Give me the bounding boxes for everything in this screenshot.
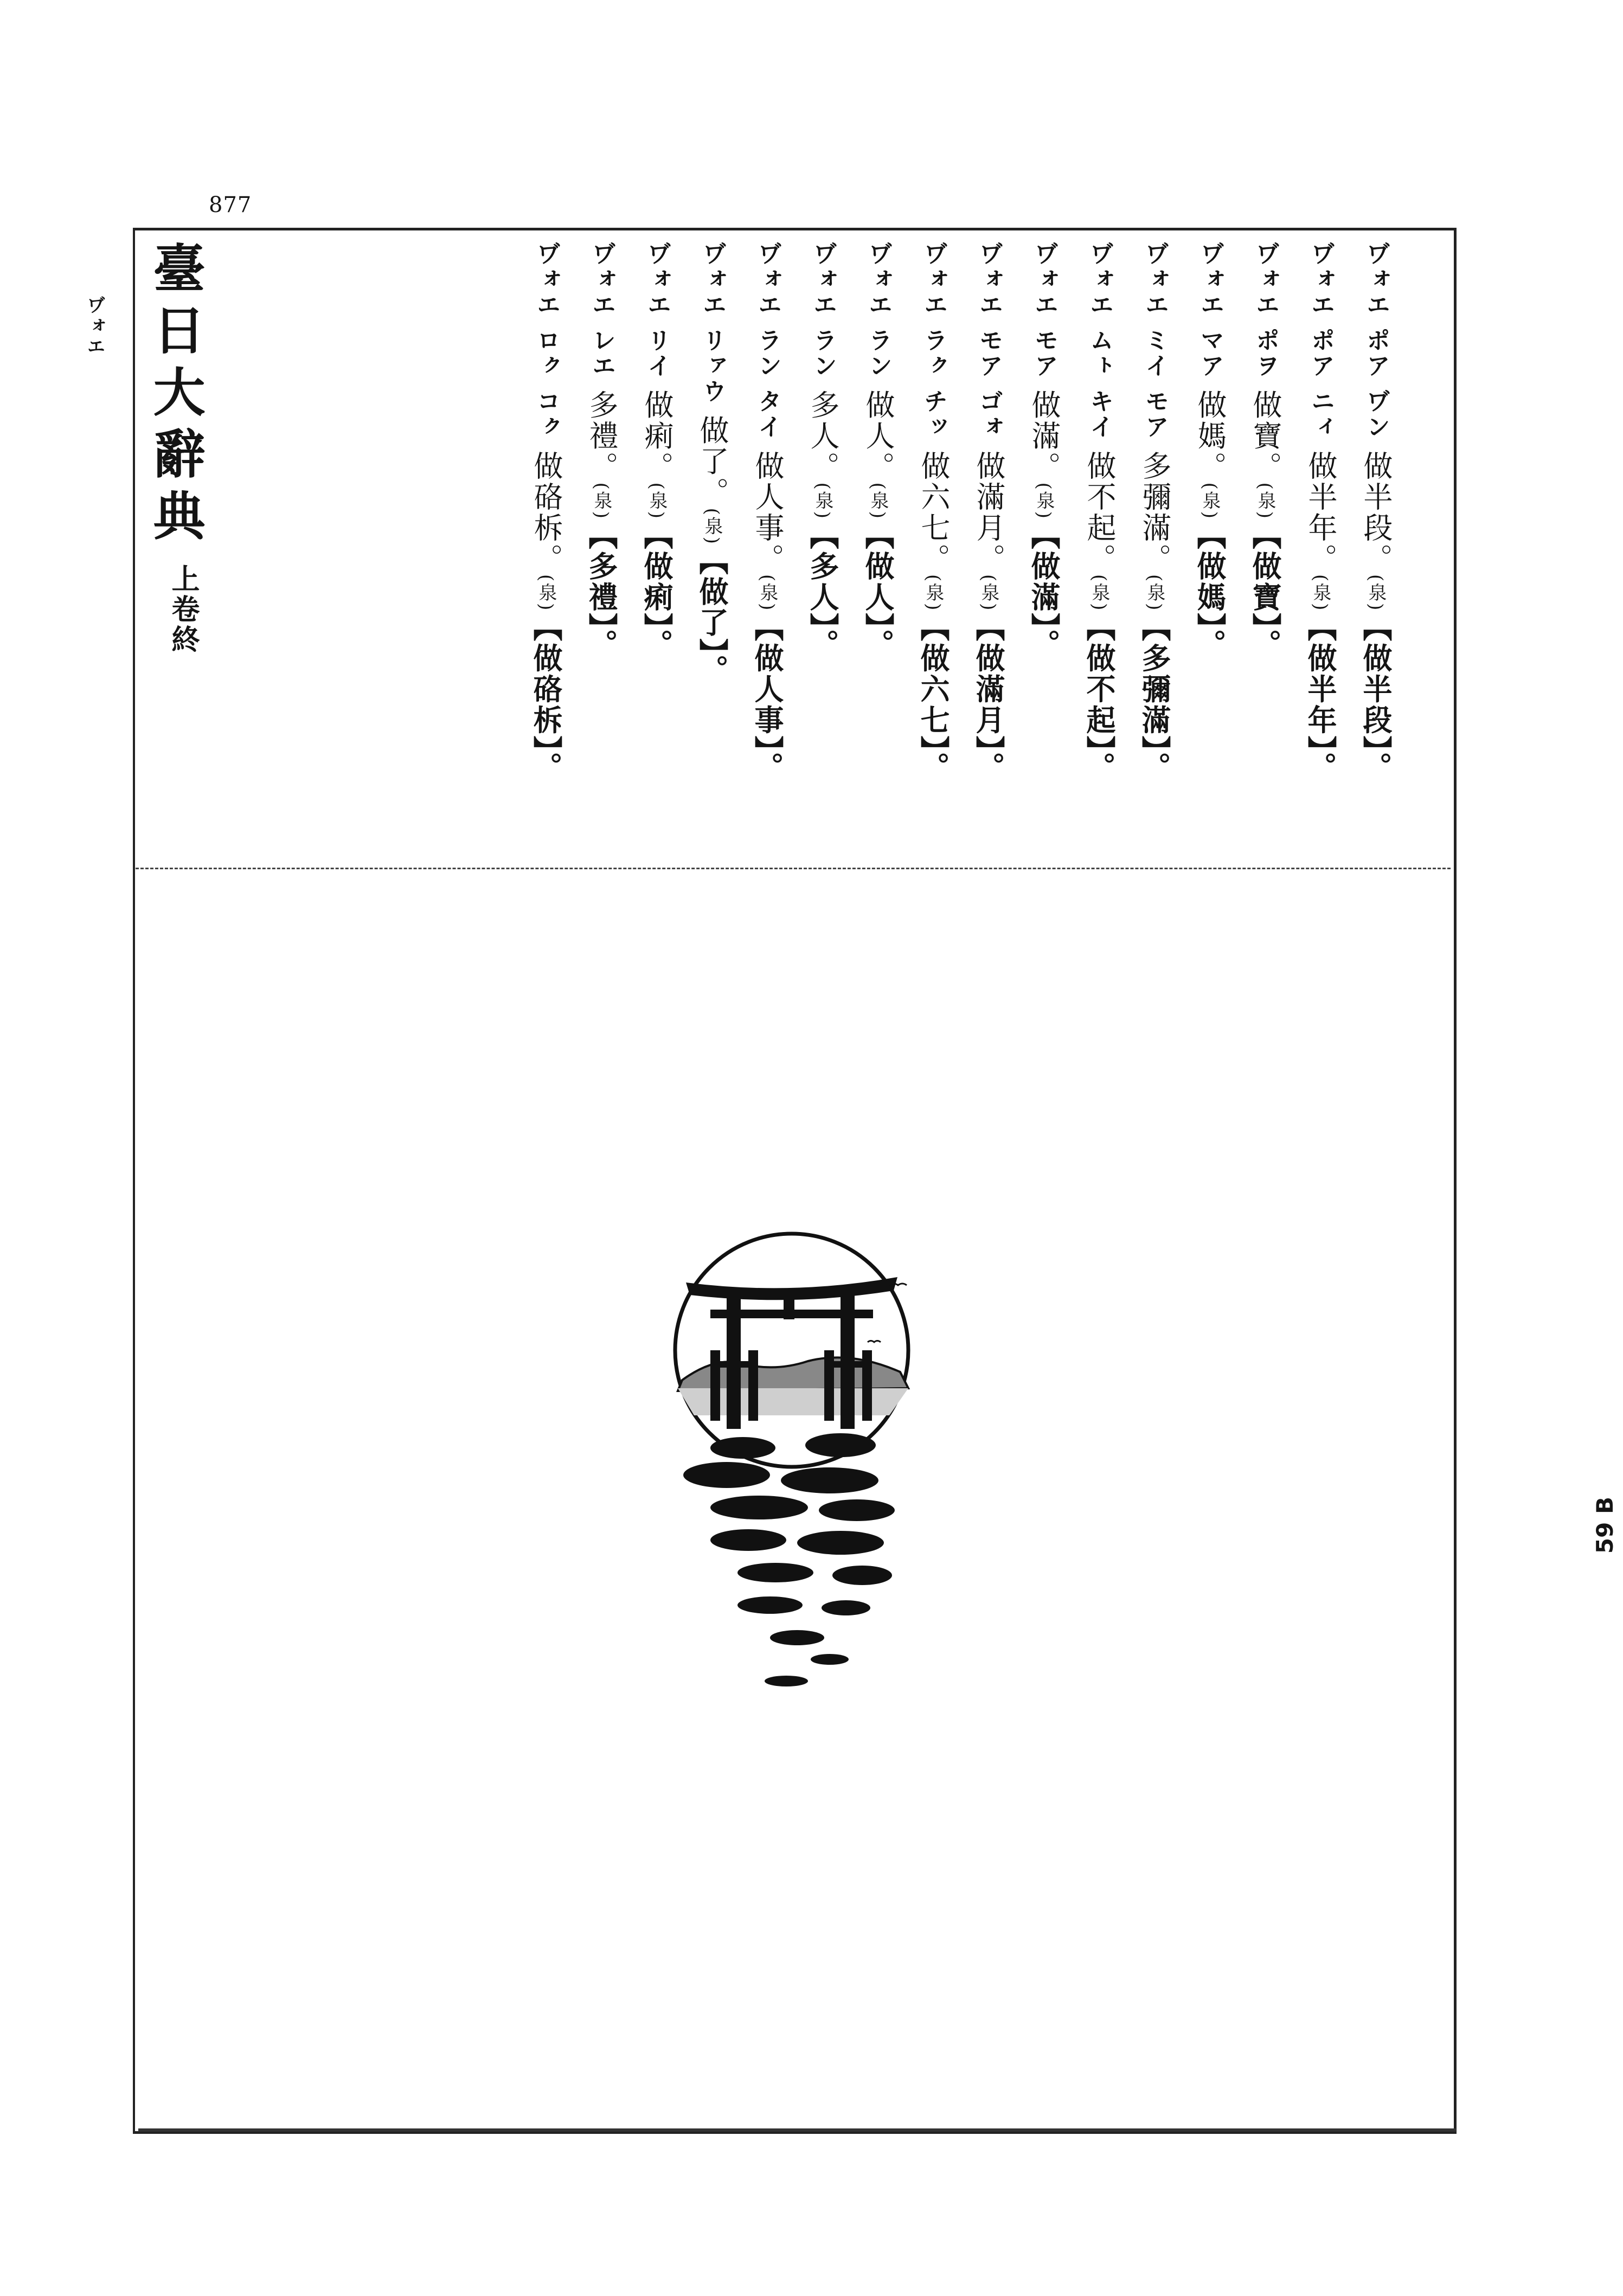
entry-reading: ヷォエ ラン	[864, 241, 892, 379]
dictionary-entry	[584, 241, 619, 762]
dictionary-entry	[529, 241, 563, 783]
dictionary-entry	[639, 241, 674, 762]
entry-headword: 做了。	[695, 415, 729, 508]
entry-headword: 多彌滿。	[1138, 450, 1172, 574]
entry-reading: ヷォエ ラㇰ チッ	[920, 241, 947, 440]
dictionary-entry	[1027, 241, 1061, 762]
entry-reading: ヷォエ ラン	[809, 241, 837, 379]
entry-headword: 做不起。	[1082, 450, 1117, 574]
section-divider	[136, 868, 1451, 869]
entry-headword: 多人。	[806, 389, 840, 483]
entry-reading: ヷォエ ポア ヷン	[1362, 241, 1390, 440]
torii-left-support-2	[748, 1350, 758, 1421]
torii-right-support	[824, 1350, 834, 1421]
entry-variant: 【做痢】。	[639, 520, 674, 660]
dictionary-entries	[529, 241, 1393, 783]
entry-reading: ヷォエ ロㇰ コㇰ	[533, 241, 560, 440]
entry-source: (泉)	[701, 508, 723, 546]
torii-center-post	[784, 1295, 794, 1319]
dictionary-entry	[1358, 241, 1393, 783]
entry-reading: ヷォエ ポア ニィ	[1307, 241, 1335, 440]
entry-variant: 【做滿月】。	[971, 612, 1006, 783]
entry-headword: 做六七。	[916, 450, 951, 574]
dictionary-entry	[971, 241, 1006, 783]
entry-source: (泉)	[1199, 482, 1221, 521]
margin-heading: ヷォエ	[84, 296, 105, 357]
entry-reading: ヷォエ モア ゴォ	[975, 241, 1003, 440]
entry-source: (泉)	[646, 482, 668, 521]
dictionary-entry	[1082, 241, 1117, 783]
entry-source: (泉)	[1033, 482, 1055, 521]
entry-variant: 【做人事】。	[750, 612, 785, 783]
entry-source: (泉)	[535, 574, 557, 612]
entry-reading: ヷォエ リァウ	[698, 241, 726, 405]
dictionary-entry	[1192, 241, 1227, 762]
entry-headword: 做痢。	[640, 389, 674, 483]
dictionary-entry	[805, 241, 840, 762]
entry-variant: 【做不起】。	[1082, 612, 1117, 783]
entry-headword: 做媽。	[1193, 389, 1227, 483]
entry-source: (泉)	[1310, 574, 1331, 612]
dictionary-entry	[1248, 241, 1282, 762]
entry-reading: ヷォエ ミイ モア	[1141, 241, 1169, 440]
torii-right-support-2	[862, 1350, 872, 1421]
entry-headword: 做硌柝。	[529, 450, 563, 574]
entry-source: (泉)	[1088, 574, 1110, 612]
dictionary-entry	[695, 241, 729, 762]
entry-variant: 【做人】。	[861, 520, 895, 660]
entry-reading: ヷォエ ムㇳ キイ	[1086, 241, 1113, 440]
entry-source: (泉)	[1365, 574, 1387, 612]
entry-variant: 【做了】。	[695, 546, 729, 686]
book-title: 臺日大辭典	[145, 241, 206, 550]
entry-variant: 【做寶】。	[1248, 520, 1282, 660]
entry-variant: 【做半段】。	[1358, 612, 1393, 783]
entry-source: (泉)	[1144, 574, 1165, 612]
entry-variant: 【做硌柝】。	[529, 612, 563, 783]
entry-source: (泉)	[978, 574, 999, 612]
entry-headword: 做人事。	[750, 450, 785, 574]
entry-variant: 【做媽】。	[1192, 520, 1227, 660]
torii-right-brace	[830, 1361, 868, 1368]
entry-headword: 做半年。	[1304, 450, 1338, 574]
entry-variant: 【做滿】。	[1027, 520, 1061, 660]
entry-reading: ヷォエ リイ	[643, 241, 671, 379]
entry-variant: 【多人】。	[805, 520, 840, 660]
entry-headword: 做半段。	[1359, 450, 1393, 574]
entry-source: (泉)	[812, 482, 833, 521]
dictionary-entry	[1137, 241, 1172, 783]
torii-left-support	[710, 1350, 720, 1421]
entry-source: (泉)	[1254, 482, 1276, 521]
torii-gate-emblem	[634, 1226, 949, 1714]
entry-headword: 做滿。	[1027, 389, 1061, 483]
entry-headword: 多禮。	[585, 389, 619, 483]
entry-reading: ヷォエ ポヲ	[1252, 241, 1279, 379]
water-reflection	[683, 1433, 895, 1686]
dictionary-entry	[916, 241, 951, 783]
entry-variant: 【多禮】。	[584, 520, 619, 660]
sheet-code: 59 B	[1592, 1497, 1618, 1554]
dictionary-entry	[861, 241, 895, 762]
entry-source: (泉)	[922, 574, 944, 612]
frame-shadow	[138, 2128, 1456, 2132]
entry-variant: 【做六七】。	[916, 612, 951, 783]
entry-source: (泉)	[867, 482, 889, 521]
dictionary-entry	[1303, 241, 1338, 783]
entry-variant: 【做半年】。	[1303, 612, 1338, 783]
emblem-circle	[675, 1234, 908, 1467]
entry-headword: 做寶。	[1248, 389, 1282, 483]
entry-variant: 【多彌滿】。	[1137, 612, 1172, 783]
page-number: 877	[209, 193, 252, 217]
dictionary-entry	[750, 241, 785, 783]
entry-reading: ヷォエ ラン タイ	[754, 241, 781, 440]
entry-source: (泉)	[591, 482, 612, 521]
volume-label: 上卷終	[166, 564, 200, 655]
entry-reading: ヷォエ レエ	[588, 241, 615, 379]
entry-source: (泉)	[756, 574, 778, 612]
entry-reading: ヷォエ モア	[1030, 241, 1058, 379]
entry-headword: 做滿月。	[972, 450, 1006, 574]
entry-headword: 做人。	[861, 389, 895, 483]
bird-icon	[868, 1341, 881, 1343]
entry-reading: ヷォエ マア	[1196, 241, 1224, 379]
